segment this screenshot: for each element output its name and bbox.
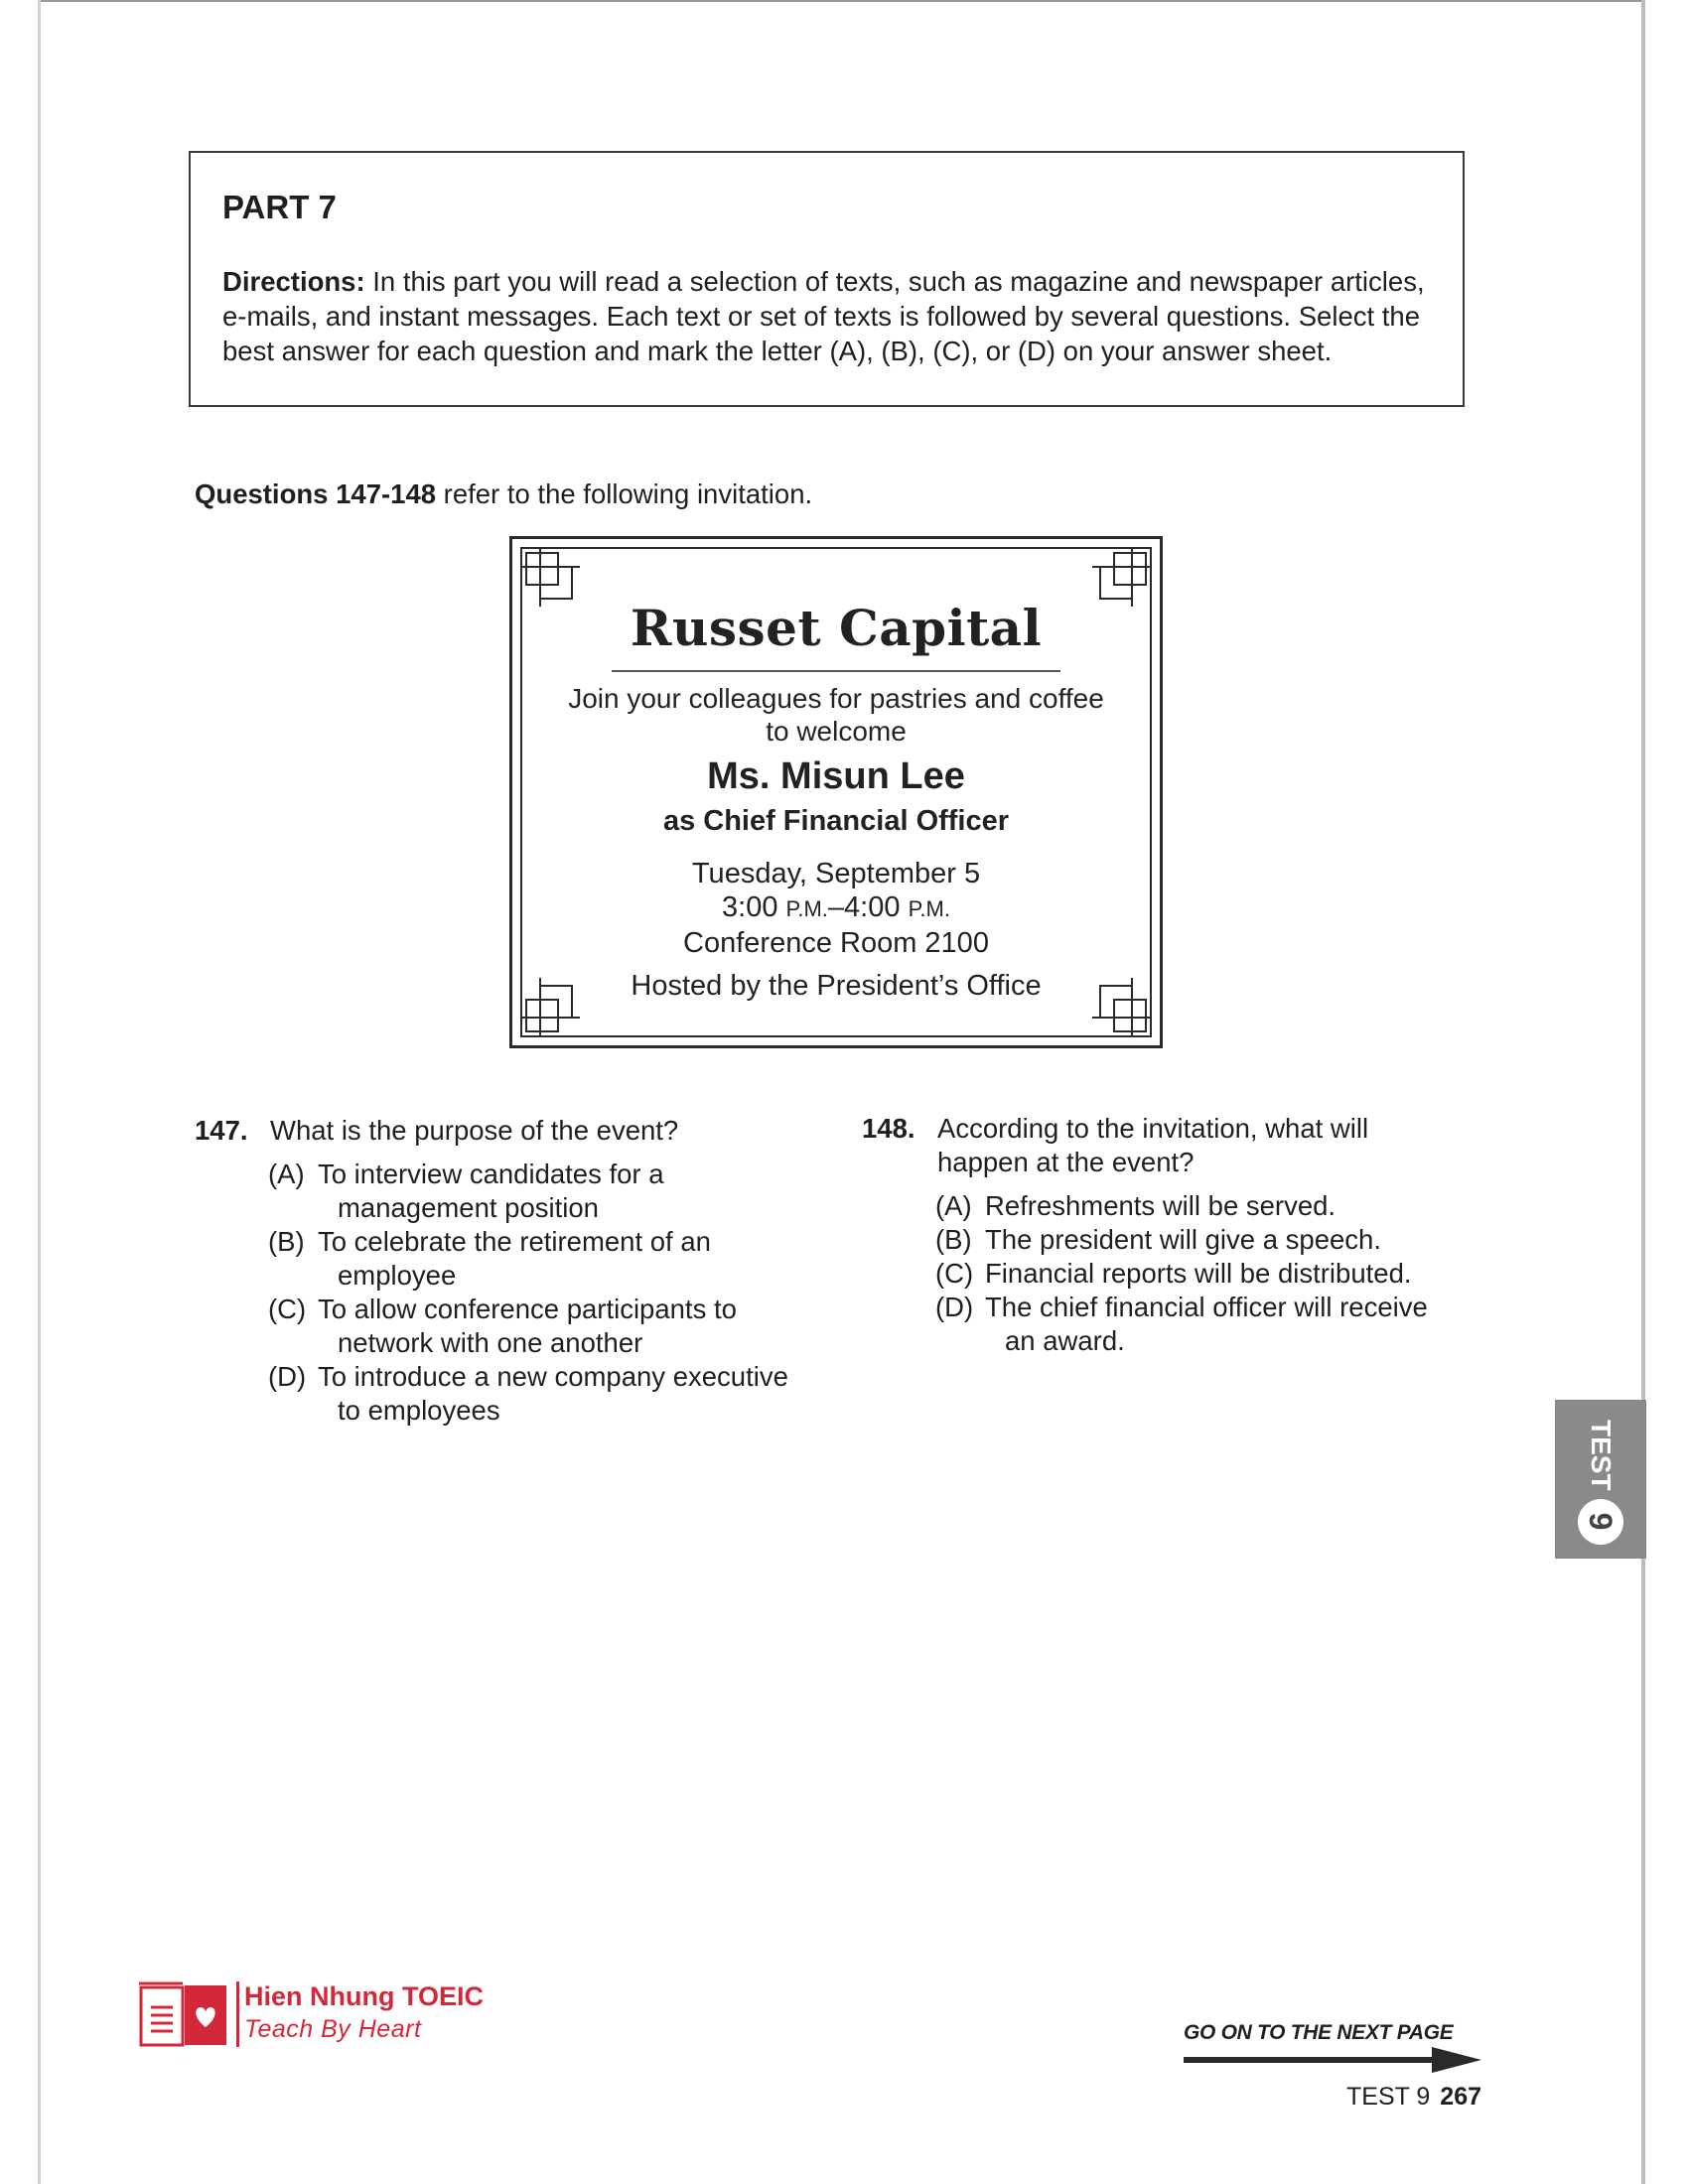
invitation-join-text — [522, 682, 1150, 748]
question-number: 147. — [195, 1115, 248, 1146]
option-text-cont: management position — [338, 1192, 599, 1223]
brand-logo — [137, 1978, 564, 2057]
invitation-inner-frame — [520, 547, 1152, 1037]
invitation-company: Russet Capital — [630, 599, 1043, 657]
page-number: 267 — [1440, 2083, 1482, 2111]
answer-option-c[interactable] — [935, 1257, 1477, 1291]
answer-option-b[interactable] — [935, 1223, 1477, 1257]
page-footer — [1346, 2083, 1481, 2112]
logo-name: Hien Nhung TOEIC — [244, 1981, 484, 2011]
page-edge-left — [38, 0, 41, 2184]
invitation-room: Conference Room 2100 — [683, 927, 989, 959]
questions-range: Questions 147-148 — [195, 478, 437, 509]
corner-ornament-icon — [520, 547, 580, 607]
side-tab-label: TEST — [1586, 1420, 1617, 1491]
invitation-join-line: Join your colleagues for pastries and coffee — [568, 683, 1104, 714]
directions-label: Directions: — [222, 266, 365, 297]
directions-text — [222, 264, 1439, 368]
invitation-details — [522, 857, 1150, 960]
answer-option-d[interactable] — [935, 1291, 1477, 1358]
answer-option-a[interactable] — [935, 1189, 1477, 1223]
option-text: To allow conference participants to — [318, 1294, 737, 1324]
invitation-date: Tuesday, September 5 — [691, 858, 981, 889]
directions-body: In this part you will read a selection of texts, such as magazine and newspaper articles, e-mails, and instant messages. Each text or set of texts is followed by several questions. Select the best answer for each question and mark the letter (A), (B), (C), or (D) on your answer sheet. — [222, 266, 1425, 366]
invitation-host: Hosted by the President’s Office — [631, 970, 1042, 1002]
test-side-tab — [1555, 1400, 1646, 1559]
next-page-label: GO ON TO THE NEXT PAGE — [1184, 2021, 1454, 2044]
option-text: Financial reports will be distributed. — [985, 1258, 1412, 1289]
option-letter: (B) — [935, 1224, 972, 1255]
option-letter: (A) — [268, 1159, 305, 1189]
page-edge-top — [40, 0, 1642, 2]
directions-box — [189, 151, 1465, 407]
time-end: –4:00 — [827, 891, 909, 923]
side-tab-content — [1571, 1420, 1630, 1578]
invitation-time — [522, 890, 1150, 926]
time-start-suffix: P.M. — [785, 896, 828, 921]
option-text: The president will give a speech. — [985, 1224, 1381, 1255]
answer-option-d[interactable] — [268, 1360, 830, 1428]
question-stem-line: According to the invitation, what will — [937, 1113, 1369, 1144]
time-start: 3:00 — [722, 891, 786, 923]
logo-divider — [236, 1981, 239, 2047]
invitation-card — [509, 536, 1163, 1048]
question-number: 148. — [862, 1113, 915, 1144]
option-text-cont: to employees — [338, 1395, 500, 1426]
option-letter: (C) — [268, 1294, 307, 1324]
question-stem-line: happen at the event? — [937, 1147, 1195, 1177]
answer-options — [862, 1189, 1477, 1358]
option-text-cont: an award. — [1005, 1325, 1125, 1356]
answer-options — [195, 1158, 830, 1428]
page-edge-right — [1641, 0, 1645, 2184]
option-text-cont: employee — [338, 1260, 457, 1291]
time-end-suffix: P.M. — [908, 896, 950, 921]
option-letter: (B) — [268, 1226, 305, 1257]
questions-intro-text: refer to the following invitation. — [436, 478, 813, 509]
option-text-cont: network with one another — [338, 1327, 643, 1358]
option-letter: (D) — [935, 1292, 974, 1322]
option-letter: (A) — [935, 1190, 972, 1221]
question-stem — [937, 1112, 1477, 1179]
option-text: To interview candidates for a — [318, 1159, 664, 1189]
invitation-honoree: Ms. Misun Lee — [707, 755, 965, 797]
question-147 — [195, 1114, 830, 1428]
option-text: The chief financial officer will receive — [985, 1292, 1428, 1322]
option-letter: (C) — [935, 1258, 974, 1289]
answer-option-c[interactable] — [268, 1293, 830, 1360]
invitation-role: as Chief Financial Officer — [662, 805, 1010, 837]
question-148 — [862, 1112, 1477, 1358]
footer-test-label: TEST 9 — [1346, 2083, 1431, 2111]
option-text: Refreshments will be served. — [985, 1190, 1336, 1221]
logo-tagline: Teach By Heart — [244, 2015, 422, 2043]
option-letter: (D) — [268, 1361, 307, 1392]
part-title: PART 7 — [222, 189, 337, 225]
option-text: To introduce a new company executive — [318, 1361, 788, 1392]
option-text: To celebrate the retirement of an — [318, 1226, 711, 1257]
questions-intro — [195, 478, 812, 510]
question-stem: What is the purpose of the event? — [270, 1115, 679, 1146]
answer-option-b[interactable] — [268, 1225, 830, 1293]
corner-ornament-icon — [1092, 547, 1152, 607]
invitation-join-line: to welcome — [766, 716, 907, 747]
invitation-divider — [612, 670, 1060, 672]
arrow-right-icon — [1184, 2047, 1481, 2073]
side-tab-number: 9 — [1578, 1499, 1623, 1545]
book-heart-icon — [137, 1978, 228, 2049]
answer-option-a[interactable] — [268, 1158, 830, 1225]
